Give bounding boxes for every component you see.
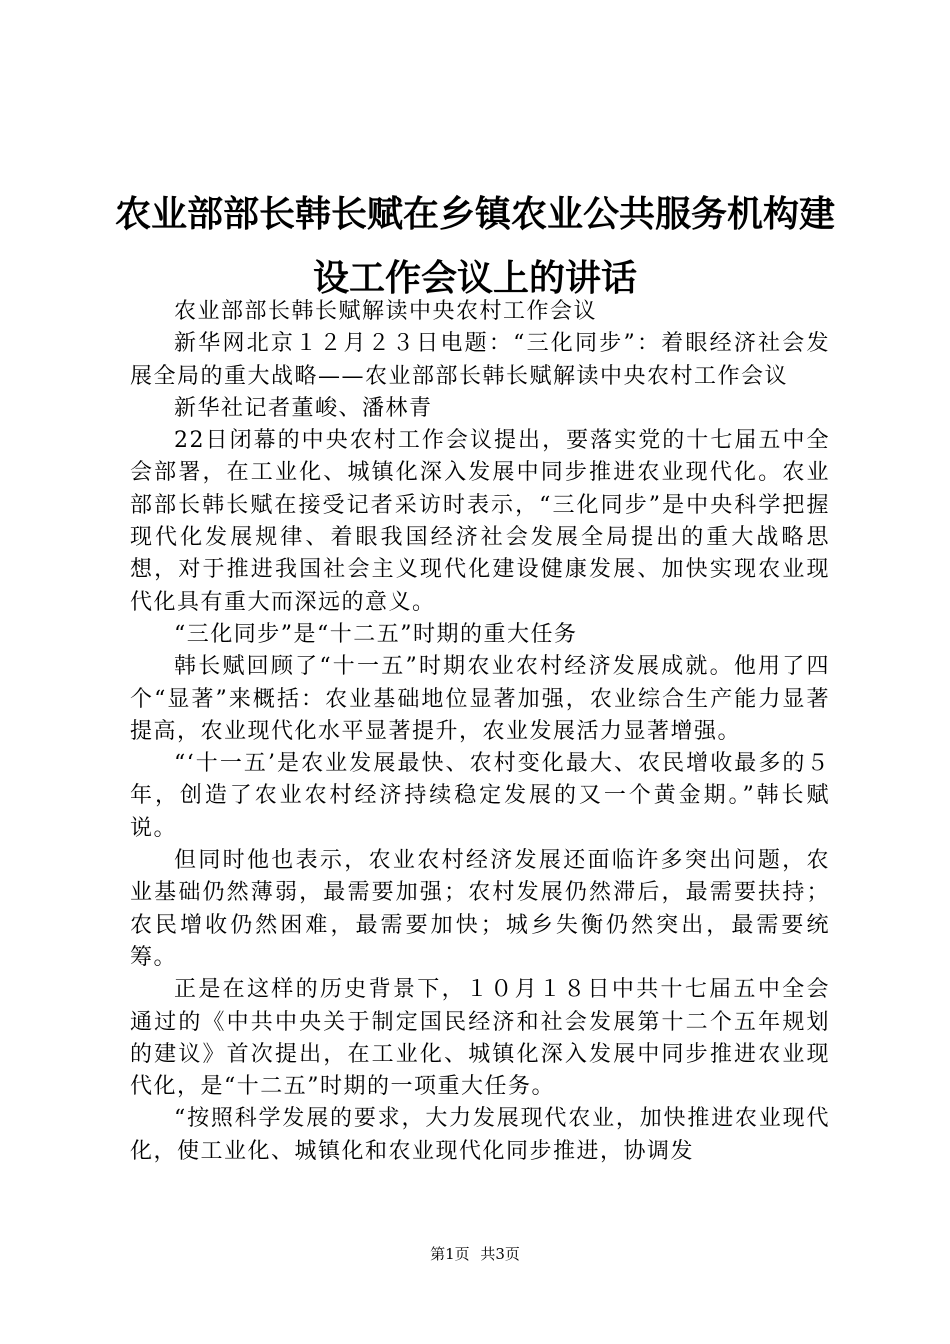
title-line-2: 设工作会议上的讲话: [312, 257, 637, 299]
paragraph: 农业部部长韩长赋解读中央农村工作会议: [174, 299, 598, 324]
document-title: [110, 182, 840, 310]
document-body: [130, 296, 830, 1168]
paragraph: 正是在这样的历史背景下，１０月１８日中共十七届五中全会通过的《中共中央关于制定国民经济和社会发展第十二个五年规划的建议》首次提出，在工业化、城镇化深入发展中同步推进农业现代化，是“十二五”时期的一项重大任务。: [130, 977, 830, 1100]
page-footer: [0, 1243, 950, 1264]
paragraph: “‘十一五’是农业发展最快、农村变化最大、农民增收最多的５年，创造了农业农村经济持续稳定发展的又一个黄金期。”韩长赋说。: [130, 751, 830, 841]
page-total: 共3页: [480, 1245, 520, 1263]
paragraph: 韩长赋回顾了“十一五”时期农业农村经济发展成就。他用了四个“显著”来概括：农业基础地位显著加强，农业综合生产能力显著提高，农业现代化水平显著提升，农业发展活力显著增强。: [130, 654, 830, 744]
title-line-1: 农业部部长韩长赋在乡镇农业公共服务机构建: [114, 193, 835, 235]
paragraph: 但同时他也表示，农业农村经济发展还面临许多突出问题，农业基础仍然薄弱，最需要加强；农村发展仍然滞后，最需要扶持；农民增收仍然困难，最需要加快；城乡失衡仍然突出，最需要统筹。: [130, 848, 830, 970]
paragraph: 新华社记者董峻、潘林青: [174, 395, 433, 421]
paragraph: “按照科学发展的要求，大力发展现代农业，加快推进农业现代化，使工业化、城镇化和农业现代化同步推进，协调发: [130, 1106, 830, 1164]
page-number: 第1页: [430, 1245, 470, 1263]
paragraph: “三化同步”是“十二五”时期的重大任务: [174, 621, 578, 647]
paragraph: 新华网北京１２月２３日电题：“三化同步”：着眼经济社会发展全局的重大战略——农业部部长韩长赋解读中央农村工作会议: [130, 331, 830, 389]
paragraph: 22日闭幕的中央农村工作会议提出，要落实党的十七届五中全会部署，在工业化、城镇化深入发展中同步推进农业现代化。农业部部长韩长赋在接受记者采访时表示，“三化同步”是中央科学把握现代化发展规律、着眼我国经济社会发展全局提出的重大战略思想，对于推进我国社会主义现代化建设健康发展、加快实现农业现代化具有重大而深远的意义。: [130, 428, 830, 615]
